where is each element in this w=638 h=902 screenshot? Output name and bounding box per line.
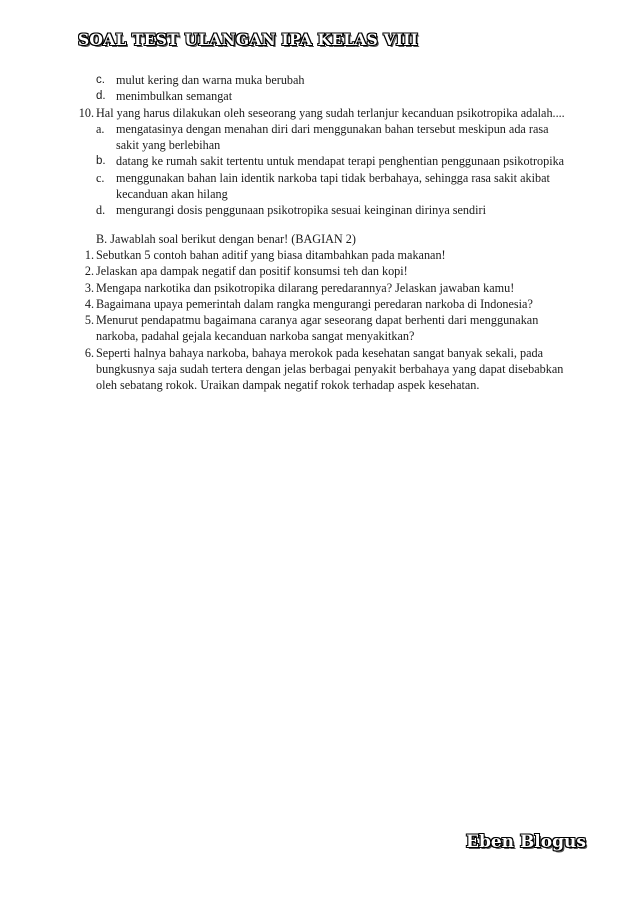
question-number: 10. xyxy=(78,105,94,120)
option-row xyxy=(0,202,638,218)
essay-question xyxy=(0,263,638,279)
option-row xyxy=(0,88,638,104)
essay-question xyxy=(0,312,638,345)
question-number: 2. xyxy=(84,264,94,279)
question-text: Menurut pendapatmu bagaimana caranya agar seseorang dapat berhenti dari menggunakan narkoba, padahal gejala kecanduan narkoba sangat menyakitkan? xyxy=(96,313,539,344)
option-text: menggunakan bahan lain identik narkoba tapi tidak berbahaya, sehingga rasa sakit akibat kecanduan akan hilang xyxy=(116,170,550,202)
question-stem: Hal yang harus dilakukan oleh seseorang yang sudah terlanjur kecanduan psikotropika adalah.... xyxy=(96,105,565,120)
option-letter: a. xyxy=(96,121,105,136)
section-spacer xyxy=(0,219,638,231)
option-row xyxy=(0,170,638,203)
section-heading-text: B. Jawablah soal berikut dengan benar! (BAGIAN 2) xyxy=(96,231,356,246)
footer-signature: Eben Blogus xyxy=(466,832,586,852)
question-number: 1. xyxy=(84,247,94,262)
option-letter: c. xyxy=(96,74,105,86)
option-letter: b. xyxy=(96,155,106,168)
option-row xyxy=(0,121,638,154)
section-heading xyxy=(0,231,638,247)
question-number: 4. xyxy=(84,296,94,311)
option-text: mengatasinya dengan menahan diri dari menggunakan bahan tersebut meskipun ada rasa sakit yang berlebihan xyxy=(116,121,549,153)
question-number: 6. xyxy=(84,345,94,360)
question-text: Jelaskan apa dampak negatif dan positif konsumsi teh dan kopi! xyxy=(96,264,408,279)
option-letter: c. xyxy=(96,170,105,185)
question-number: 3. xyxy=(84,280,94,295)
option-row xyxy=(0,153,638,169)
question-number: 5. xyxy=(84,313,94,328)
essay-question xyxy=(0,280,638,296)
essay-question xyxy=(0,345,638,394)
question-text: Seperti halnya bahaya narkoba, bahaya merokok pada kesehatan sangat banyak sekali, pada bungkusnya saja sudah tertera dengan jelas berbagai penyakit berbahaya yang dapat disebabkan oleh sebatang rokok. Uraikan dampak negatif rokok terhadap aspek kesehatan. xyxy=(96,345,564,393)
essay-question xyxy=(0,247,638,263)
option-letter: d. xyxy=(96,203,106,218)
essay-question xyxy=(0,296,638,312)
option-row xyxy=(0,72,638,88)
option-text: mulut kering dan warna muka berubah xyxy=(116,73,305,87)
question-row xyxy=(0,105,638,121)
question-text: Sebutkan 5 contoh bahan aditif yang biasa ditambahkan pada makanan! xyxy=(96,247,446,262)
option-text: datang ke rumah sakit tertentu untuk mendapat terapi penghentian penggunaan psikotropika xyxy=(116,154,565,169)
document-body xyxy=(0,72,638,394)
option-letter: d. xyxy=(96,90,106,103)
option-text: menimbulkan semangat xyxy=(116,89,233,104)
question-text: Mengapa narkotika dan psikotropika dilarang peredarannya? Jelaskan jawaban kamu! xyxy=(96,280,515,295)
option-text: mengurangi dosis penggunaan psikotropika sesuai keinginan dirinya sendiri xyxy=(116,203,486,218)
question-text: Bagaimana upaya pemerintah dalam rangka mengurangi peredaran narkoba di Indonesia? xyxy=(96,296,533,311)
page-header-title: SOAL TEST ULANGAN IPA KELAS VIII xyxy=(78,30,419,49)
